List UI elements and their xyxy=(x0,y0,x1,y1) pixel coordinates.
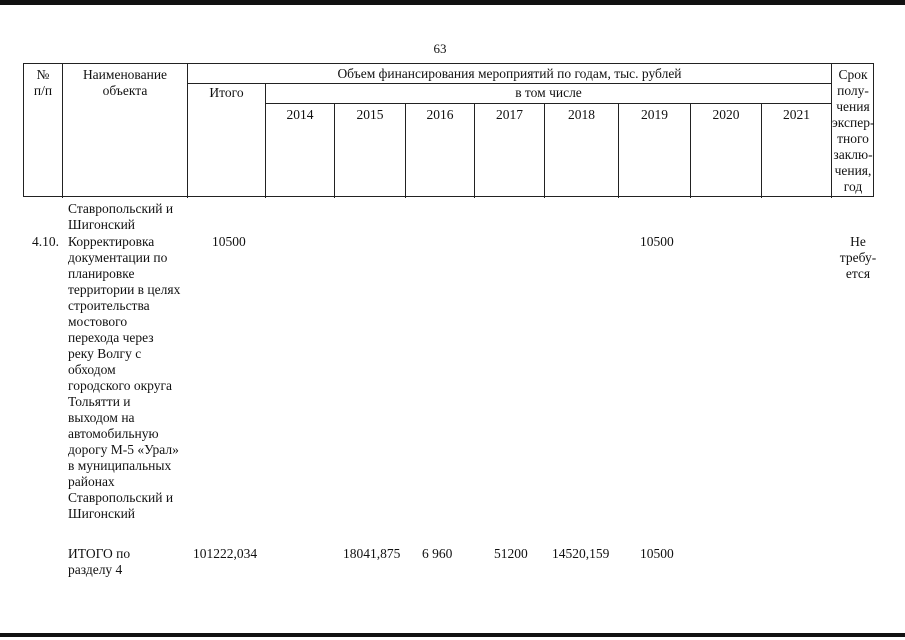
header-year-2019: 2019 xyxy=(641,107,668,122)
summary-2016-value: 6 960 xyxy=(422,546,453,561)
summary-2019-value: 10500 xyxy=(640,546,674,561)
header-deadline-label: Срок полу- чения экспер- тного заклю- чения, год xyxy=(832,67,875,194)
summary-label: ИТОГО по разделу 4 xyxy=(68,546,131,577)
previous-row-fragment: Ставропольский и Шигонский xyxy=(68,201,174,232)
page-number: 63 xyxy=(433,41,447,56)
summary-2018-value: 14520,159 xyxy=(552,546,610,561)
summary-2017-value: 51200 xyxy=(494,546,528,561)
row-2019-value: 10500 xyxy=(640,234,674,249)
summary-total: 101222,034 xyxy=(193,546,258,561)
header-funding-label: Объем финансирования мероприятий по годам, тыс. рублей xyxy=(337,66,682,81)
bottom-border xyxy=(0,633,905,637)
summary-2015-value: 18041,875 xyxy=(343,546,401,561)
row-deadline: Не требу- ется xyxy=(839,234,877,281)
table-header xyxy=(23,63,874,197)
top-border xyxy=(0,0,905,5)
header-year-2015: 2015 xyxy=(356,107,384,122)
row-object-name: Корректировка документации по планировке территории в целях строительства мостового перехода через реку Волгу с обходом городского округа Тольятти и выходом на автомобильную дорогу М-5 «Урал» в муниципальных районах Ставропольский и Шигонский xyxy=(68,234,181,521)
header-total-label: Итого xyxy=(209,85,244,100)
header-year-2021: 2021 xyxy=(783,107,810,122)
row-number: 4.10. xyxy=(32,234,59,249)
header-name-label: Наименование объекта xyxy=(82,67,168,98)
header-year-2014: 2014 xyxy=(286,107,314,122)
header-year-2017: 2017 xyxy=(496,107,523,122)
row-total: 10500 xyxy=(212,234,246,249)
header-number-label: № п/п xyxy=(33,67,53,98)
header-including-label: в том числе xyxy=(515,85,582,100)
header-year-2018: 2018 xyxy=(568,107,595,122)
header-year-2020: 2020 xyxy=(712,107,740,122)
header-year-2016: 2016 xyxy=(426,107,454,122)
